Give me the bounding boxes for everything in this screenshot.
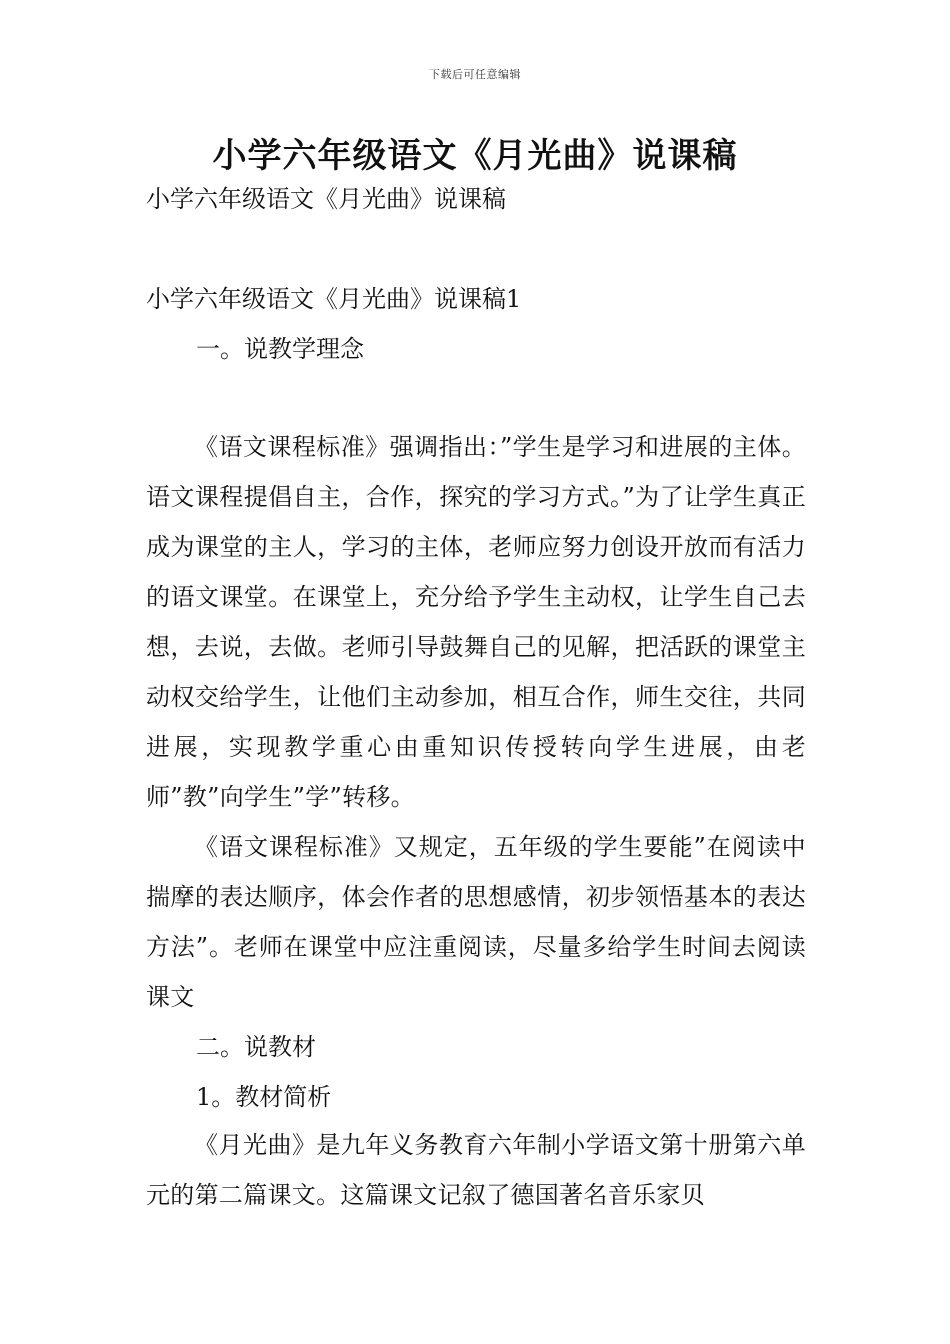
heading-teaching-philosophy: 一。说教学理念	[196, 335, 364, 363]
document-title: 小学六年级语文《月光曲》说课稿	[212, 136, 738, 176]
heading-textbook-analysis: 1。教材简析	[196, 1083, 332, 1111]
paragraph-curriculum-standard: 《语文课程标准》强调指出：”学生是学习和进展的主体。语文课程提倡自主，合作，探究的学习方式。”为了让学生真正成为课堂的主人，学习的主体，老师应努力创设开放而有活力的语文课堂。在课堂上，充分给予学生主动权，让学生自己去想，去说，去做。老师引导鼓舞自己的见解，把活跃的课堂主动权交给学生，让他们主动参加，相互合作，师生交往，共同进展，实现教学重心由重知识传授转向学生进展，由老师”教”向学生”学”转移。	[146, 433, 806, 811]
document-subtitle: 小学六年级语文《月光曲》说课稿	[146, 185, 506, 213]
header-note: 下载后可任意编辑	[429, 68, 521, 81]
heading-textbook: 二。说教材	[196, 1033, 316, 1061]
paragraph-grade-requirements: 《语文课程标准》又规定，五年级的学生要能”在阅读中揣摩的表达顺序，体会作者的思想感情，初步领悟基本的表达方法”。老师在课堂中应注重阅读，尽量多给学生时间去阅读课文	[146, 833, 806, 1011]
section-title: 小学六年级语文《月光曲》说课稿1	[146, 285, 522, 313]
paragraph-textbook-analysis: 《月光曲》是九年义务教育六年制小学语文第十册第六单元的第二篇课文。这篇课文记叙了德国著名音乐家贝	[146, 1131, 806, 1209]
